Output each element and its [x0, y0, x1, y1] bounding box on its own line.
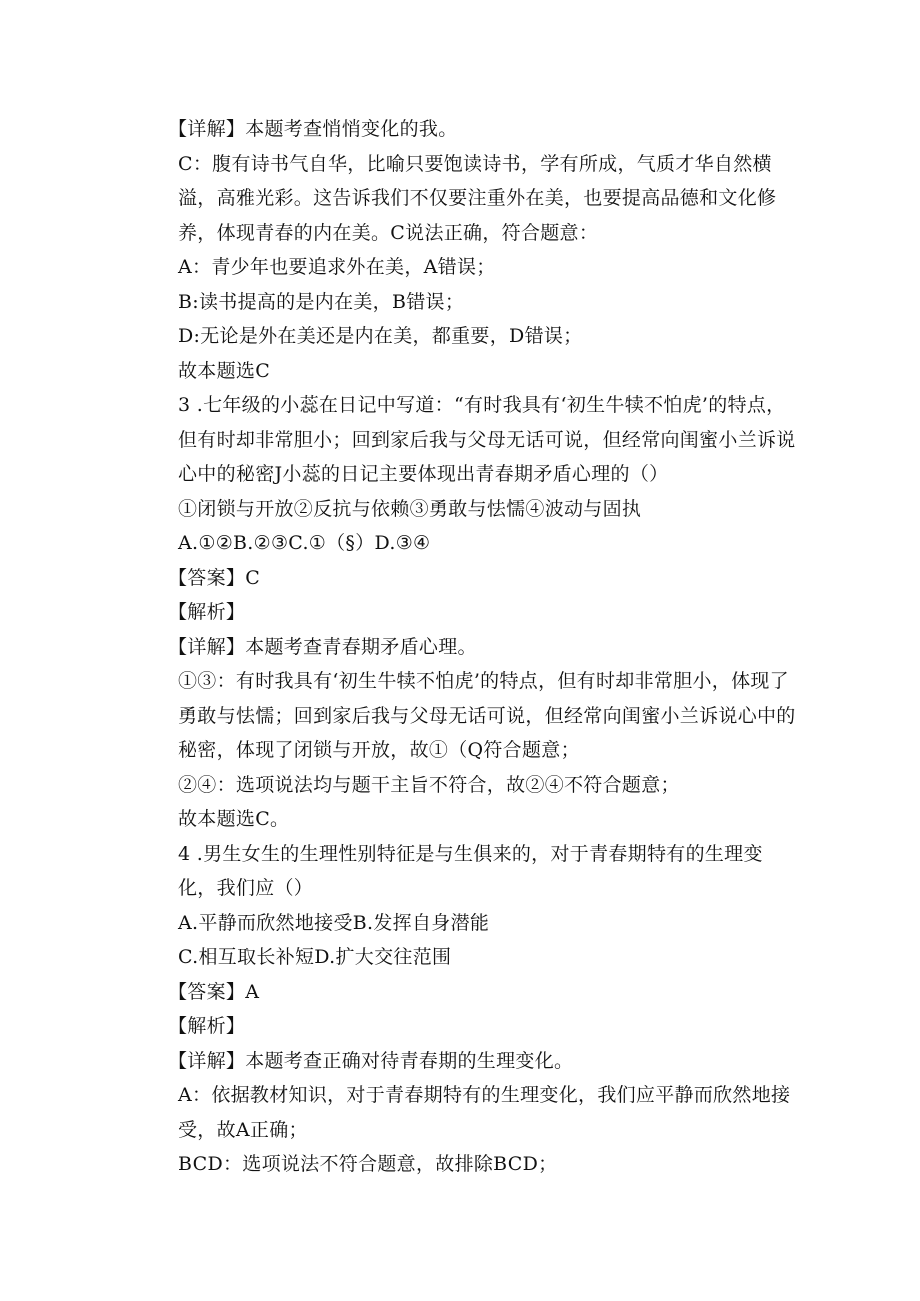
question-3-statements: ①闭锁与开放②反抗与依赖③勇敢与怯懦④波动与固执	[178, 497, 642, 520]
document-body	[138, 112, 798, 1182]
question-3-explanation-1: ①③：有时我具有‘初生牛犊不怕虎’的特点，但有时却非常胆小，体现了勇敢与怯懦；回到家后我与父母无话可说，但经常向闺蜜小兰诉说心中的秘密，体现了闭锁与开放，故①（Q符合题意；	[178, 670, 796, 761]
question-4-explanation-a: A：依据教材知识，对于青春期特有的生理变化，我们应平静而欣然地接受，故A正确；	[178, 1084, 791, 1141]
question-3-explanation-2: ②④：选项说法均与题干主旨不符合，故②④不符合题意；	[178, 773, 680, 796]
paragraph-option-a-explanation: A：青少年也要追求外在美，A错误；	[178, 256, 496, 278]
question-4-answer: 【答案】A	[168, 980, 260, 1003]
paragraph-detail-heading-1: 【详解】本题考查悄悄变化的我。	[168, 118, 458, 140]
paragraph-option-c-explanation: C：腹有诗书气自华，比喻只要饱读诗书，学有所成，气质才华自然横溢，高雅光彩。这告诉我们不仅要注重外在美，也要提高品德和文化修养，体现青春的内在美。C说法正确，符合题意：	[178, 152, 777, 244]
question-4-choices-ab: A.平静而欣然地接受B.发挥自身潜能	[178, 911, 490, 934]
question-3-answer: 【答案】C	[168, 566, 261, 589]
question-3-analysis-label: 【解析】	[168, 601, 246, 623]
question-3-stem: 3 .七年级的小蕊在日记中写道：“有时我具有‘初生牛犊不怕虎’的特点，但有时却非常胆小；回到家后我与父母无话可说，但经常向闺蜜小兰诉说心中的秘密J小蕊的日记主要体现出青春期矛盾心理的（）	[178, 394, 796, 485]
question-4-choices-cd: C.相互取长补短D.扩大交往范围	[178, 946, 452, 968]
question-3-choices: A.①②B.②③C.①（§）D.③④	[178, 532, 431, 554]
paragraph-option-b-explanation: B:读书提高的是内在美，B错误；	[178, 290, 465, 313]
question-4-analysis-label: 【解析】	[168, 1015, 246, 1037]
question-3-conclusion: 故本题选C。	[178, 808, 290, 830]
paragraph-conclusion-1: 故本题选C	[178, 359, 271, 382]
question-3-detail-heading: 【详解】本题考查青春期矛盾心理。	[168, 635, 477, 658]
question-4-detail-heading: 【详解】本题考查正确对待青春期的生理变化。	[168, 1049, 574, 1072]
question-4-explanation-bcd: BCD：选项说法不符合题意，故排除BCD；	[178, 1153, 558, 1175]
paragraph-option-d-explanation: D:无论是外在美还是内在美，都重要，D错误；	[178, 325, 583, 347]
question-4-stem: 4 .男生女生的生理性别特征是与生俱来的，对于青春期特有的生理变化，我们应（）	[178, 842, 763, 899]
